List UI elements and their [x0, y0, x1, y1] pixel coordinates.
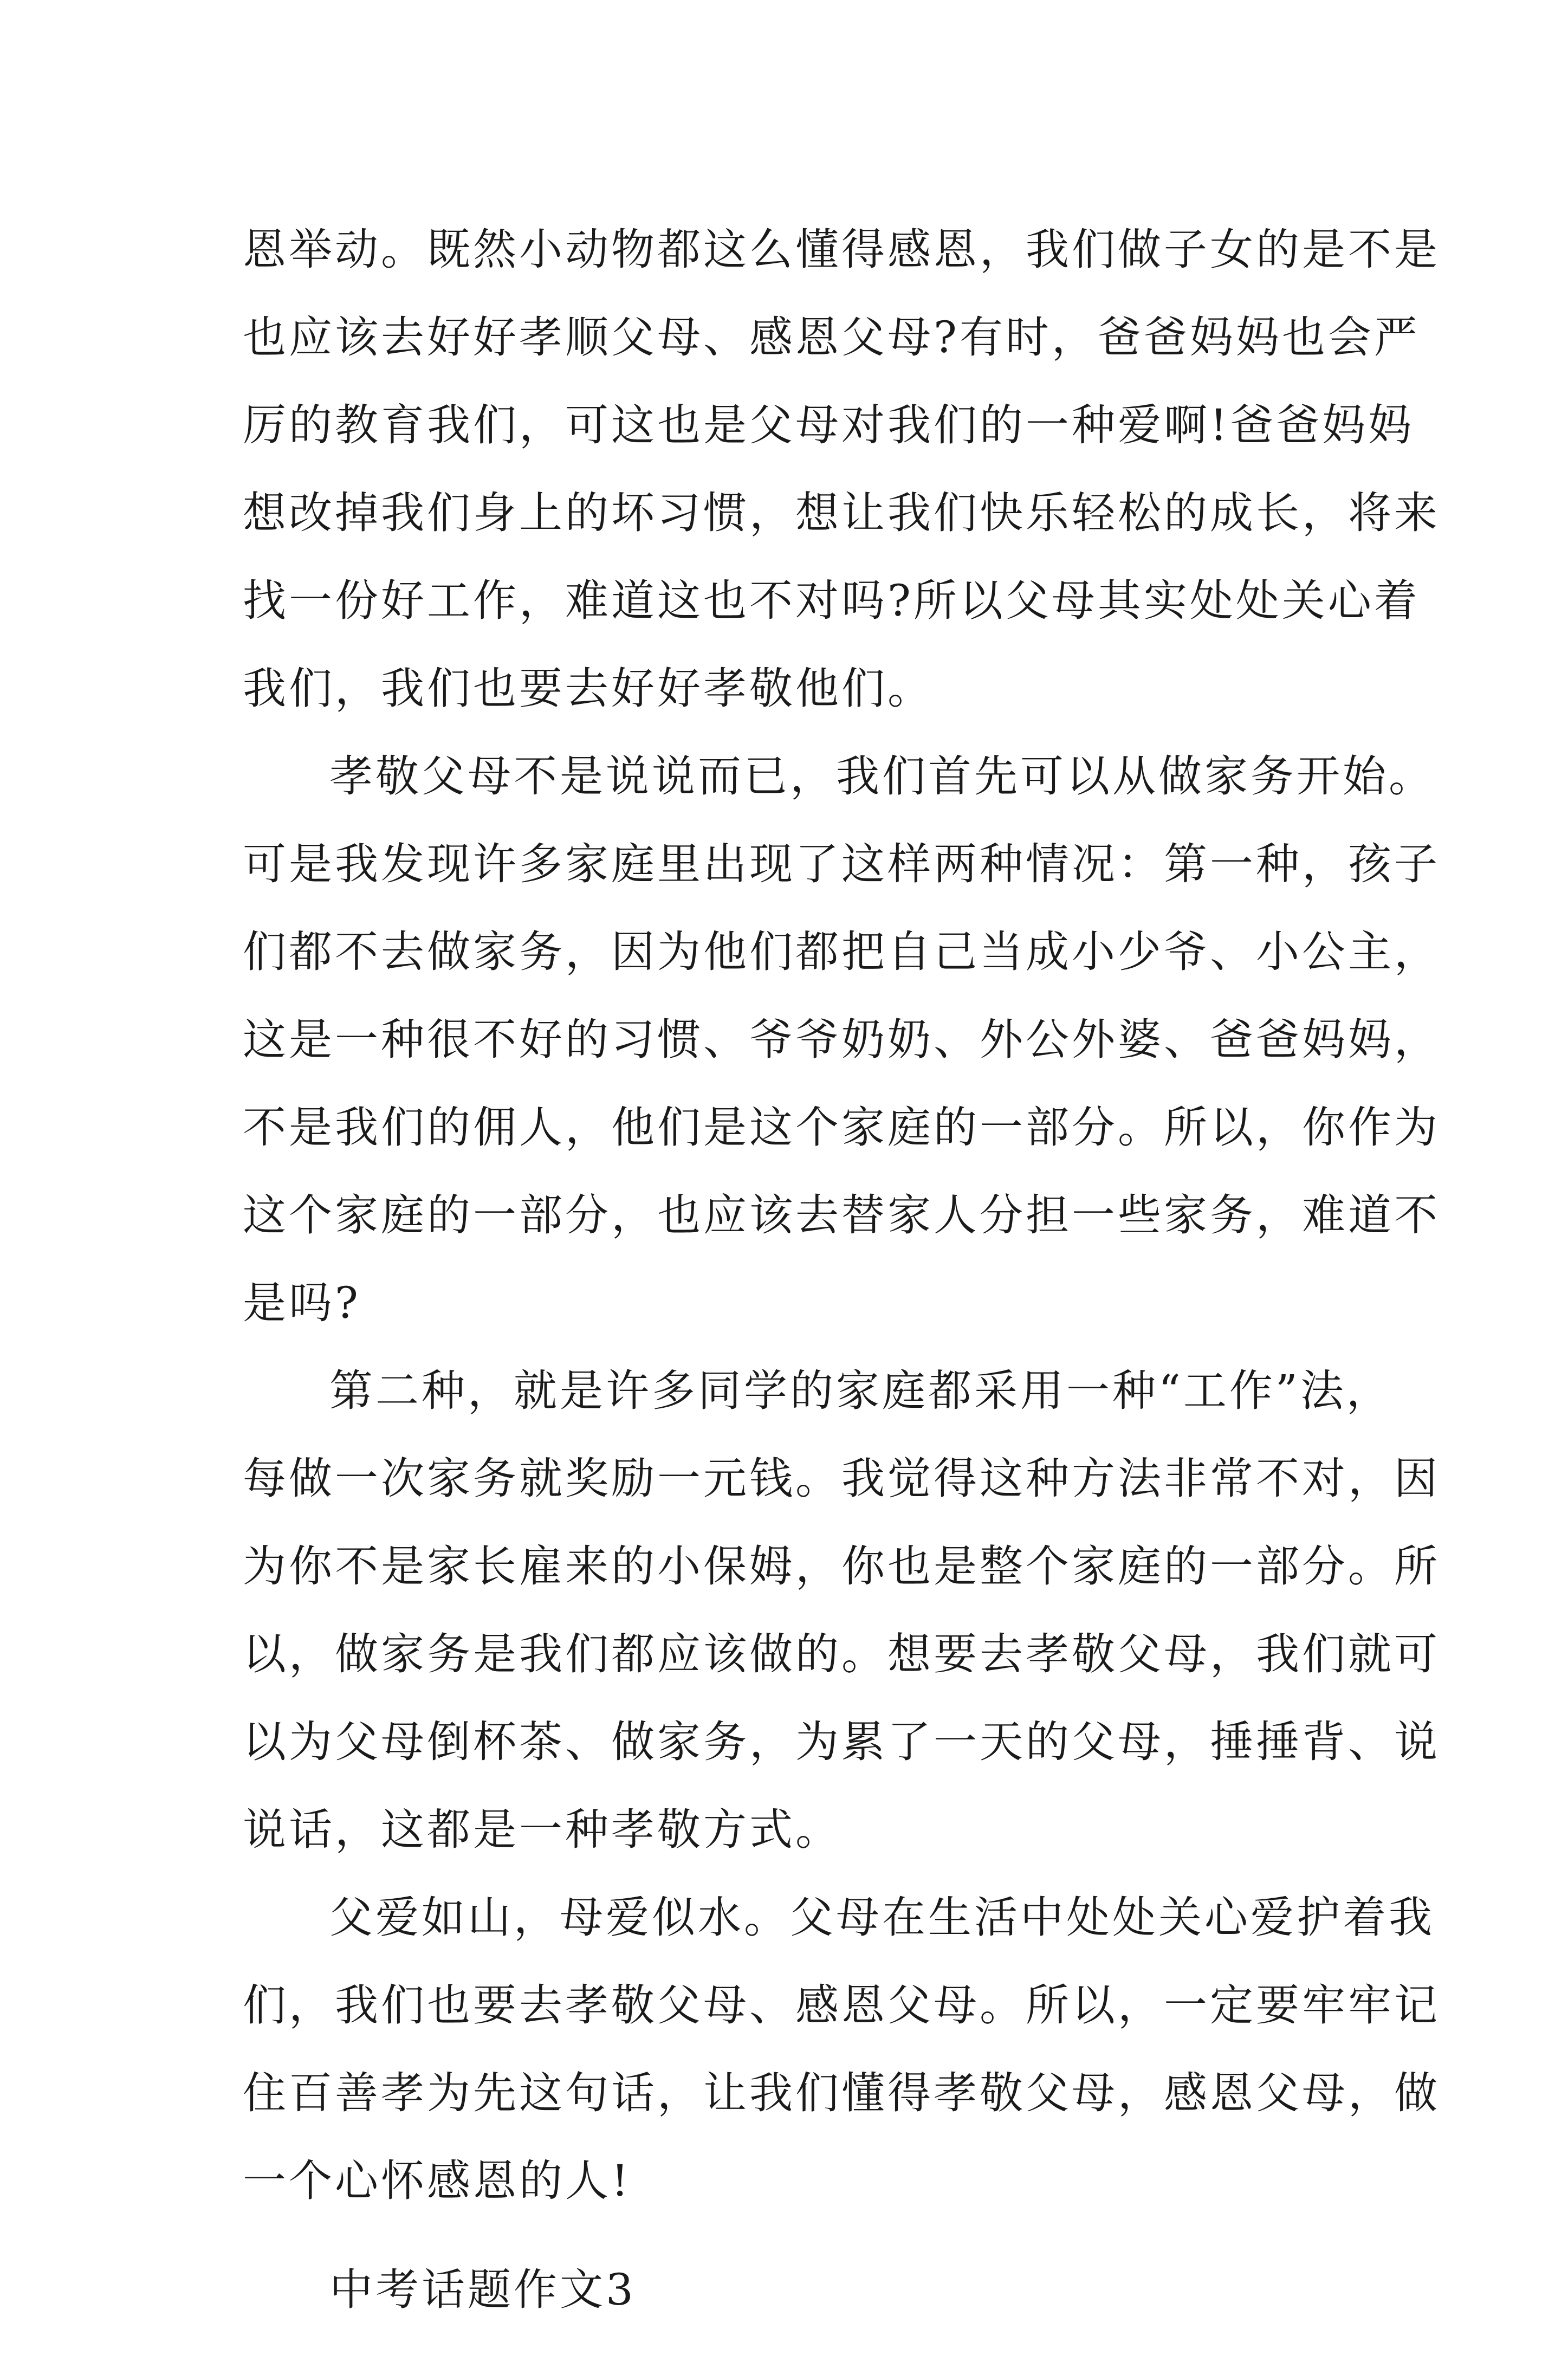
- paragraph-first-line: 父爱如山，母爱似水。父母在生活中处处关心爱护着我: [329, 1892, 1435, 1943]
- paragraph-line: 恩举动。既然小动物都这么懂得感恩，我们做子女的是不是: [243, 224, 1440, 275]
- document-body: [243, 206, 1440, 2322]
- paragraph-line: 说话，这都是一种孝敬方式。: [243, 1804, 841, 1855]
- paragraph-line: 可是我发现许多家庭里出现了这样两种情况：第一种，孩子: [243, 839, 1440, 889]
- paragraph-line: 以为父母倒杯茶、做家务，为累了一天的父母，捶捶背、说: [243, 1717, 1440, 1767]
- paragraph-line: 一个心怀感恩的人!: [243, 2156, 632, 2206]
- paragraph-line: 们，我们也要去孝敬父母、感恩父母。所以，一定要牢牢记: [243, 1980, 1440, 2030]
- paragraph-first-line: 第二种，就是许多同学的家庭都采用一种“工作”法，: [329, 1366, 1392, 1416]
- paragraph-line: 是吗?: [243, 1278, 361, 1328]
- section-heading: 中考话题作文3: [329, 2265, 636, 2315]
- paragraph-line: 也应该去好好孝顺父母、感恩父母?有时，爸爸妈妈也会严: [243, 312, 1420, 363]
- paragraph-first-line: 孝敬父母不是说说而已，我们首先可以从做家务开始。: [329, 751, 1435, 801]
- paragraph-line: 为你不是家长雇来的小保姆，你也是整个家庭的一部分。所: [243, 1541, 1440, 1591]
- paragraph-line: 不是我们的佣人，他们是这个家庭的一部分。所以，你作为: [243, 1102, 1440, 1153]
- paragraph-line: 每做一次家务就奖励一元钱。我觉得这种方法非常不对，因: [243, 1453, 1440, 1504]
- paragraph-line: 以，做家务是我们都应该做的。想要去孝敬父母，我们就可: [243, 1629, 1440, 1679]
- paragraph-line: 这个家庭的一部分，也应该去替家人分担一些家务，难道不: [243, 1190, 1440, 1240]
- paragraph-line: 们都不去做家务，因为他们都把自己当成小少爷、小公主，: [243, 927, 1440, 977]
- paragraph-line: 我们，我们也要去好好孝敬他们。: [243, 663, 934, 714]
- paragraph-line: 这是一种很不好的习惯、爷爷奶奶、外公外婆、爸爸妈妈，: [243, 1014, 1440, 1065]
- paragraph-line: 厉的教育我们，可这也是父母对我们的一种爱啊!爸爸妈妈: [243, 400, 1415, 450]
- paragraph-line: 住百善孝为先这句话，让我们懂得孝敬父母，感恩父母，做: [243, 2068, 1440, 2118]
- paragraph-line: 想改掉我们身上的坏习惯，想让我们快乐轻松的成长，将来: [243, 488, 1440, 538]
- paragraph-line: 找一份好工作，难道这也不对吗?所以父母其实处处关心着: [243, 575, 1420, 626]
